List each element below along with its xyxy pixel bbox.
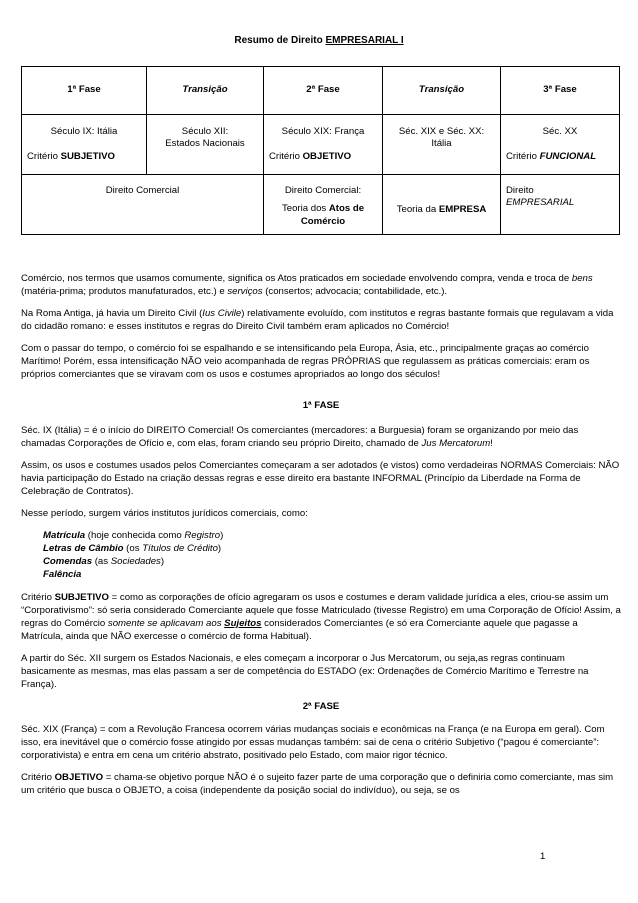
page-number: 1 [540,851,546,862]
fase1-paragraph-1: Séc. IX (Itália) = é o início do DIREITO Comercial! Os comerciantes (mercadores: a Burguesia) foram se organizando por meio das chamadas Corporações de Ofício e, com elas, foram criando seu próprio Direito, chamado de Jus Mercatorum! [21,425,579,449]
cell-text: Direito [506,185,534,196]
fase1-paragraph-5: A partir do Séc. XII surgem os Estados Nacionais, e eles começam a incorporar o Jus Mercatorum, ou seja,as regras continuam basicamente as mesmas, mas elas passam a ser de competência do ESTADO (ex: Ordenações de Comércio Marítimo e Terrestre na França). [21,653,589,690]
cell-text-bold: OBJETIVO [302,151,352,163]
cell-criterio-funcional [506,151,614,163]
cell-direito-empresarial [501,175,620,235]
fase2-paragraph-criterio-objetivo: Critério OBJETIVO = chama-se objetivo porque NÃO é o sujeito fazer parte de uma corporação que o definiria como comerciante, mas sim um critério que busca o OBJETO, a coisa (independente da posição social do indivíduo), ou seja, se os [21,772,614,796]
fase1-paragraph-3: Nesse período, surgem vários institutos jurídicos comerciais, como: [21,508,308,519]
cell-text: Século IX: Itália [50,126,118,137]
cell-criterio-objetivo [269,151,377,163]
intro-paragraph-1: Comércio, nos termos que usamos comumente, significa os Atos praticados em sociedade envolvendo compra, venda e troca de bens (matéria-prima; produtos manufaturados, etc.) e serviços (consertos; advocacia; contabilidade, etc.). [21,273,593,297]
cell-text: Direito Comercial: [284,185,362,196]
fase1-paragraph-2: Assim, os usos e costumes usados pelos Comerciantes começaram a ser adotados (e vistos) como verdadeiras NORMAS Comerciais: NÃO havia participação do Estado na criação dessas regras e esse direito era bastante INFORMAL (Princípio da Liberdade na Forma de Celebração de Contratos). [21,460,620,497]
cell-teoria-empresa [383,175,501,235]
title-underlined: EMPRESARIAL I [325,35,404,46]
header-fase-1: 1ª Fase [22,67,147,115]
cell-text-italic: EMPRESARIAL [506,197,575,209]
header-fase-2: 2ª Fase [264,67,383,115]
intro-paragraph-3: Com o passar do tempo, o comércio foi se espalhando e se intensificando pela Europa, Ásia, etc., principalmente graças ao comércio Marítimo! Porém, essa intensificação NÃO veio acompanhada de regras PRÓPRIAS que regulassem as práticas comerciais: eram os próprios comerciantes que se viravam com os usos e costumes apropriados ao longo dos séculos! [21,343,590,380]
title-prefix: Resumo de Direito [234,35,326,46]
list-item: Matrícula (hoje conhecida como Registro) [43,530,224,541]
cell-text-bold: EMPRESA [438,204,487,215]
cell-text-bold: FUNCIONAL [539,151,597,163]
italic-term: bens [571,273,593,284]
intro-paragraph-2: Na Roma Antiga, já havia um Direito Civil (Ius Civile) relativamente evoluído, com institutos e regras bastante formais que regulavam a vida do cidadão romano: e esses institutos e regras do Direito Civil também eram aplicados no Comércio! [21,308,614,332]
cell-text: Itália [431,138,452,150]
list-item: Falência [43,569,82,580]
cell-text: Século XIX: França [281,126,365,137]
cell-text: Teoria da [396,204,439,215]
header-fase-3: 3ª Fase [501,67,620,115]
list-item: Letras de Câmbio (os Títulos de Crédito) [43,543,222,554]
section-heading-fase-1: 1ª FASE [302,400,340,411]
fase1-paragraph-criterio-subjetivo: Critério SUBJETIVO = como as corporações de ofício agregaram os usos e costumes e deram validade jurídica a eles, criou-se assim um “Corporativismo”: só seria considerado Comerciante aquele que fosse Matriculado (tivesse Registro) em uma Corporação de Ofício! Assim, a regras do Comércio somente se aplicavam aos Sujeitos considerados Comerciantes (e só era Comerciante aquele que pagasse a Matrícula, ainda que NÃO exercesse o comércio de forma Habitual). [21,592,621,642]
cell-text: Critério [269,151,303,163]
header-transicao-1: Transição [147,67,264,115]
document-body [21,272,621,806]
list-item: Comendas (as Sociedades) [43,556,165,567]
cell-text: Séc. XIX e Séc. XX: [398,126,485,137]
cell-text-bold: Atos de Comércio [300,203,365,227]
cell-teoria-atos [264,175,383,235]
cell-text: Critério [27,151,61,163]
fase2-paragraph-1: Séc. XIX (França) = com a Revolução Francesa ocorrem várias mudanças sociais e econômicas na França (e na Europa em geral). Com isso, era inevitável que o comércio fosse atingido por essas mudanças também: sai de cena o critério Subjetivo (“pagou é comerciante”: corporativista) e entra em cena um critério abstrato, positivado pelo Estado, com maior rigor técnico. [21,724,605,761]
cell-text: Teoria dos [281,203,329,215]
document-title [0,35,638,46]
institutes-list [43,529,621,581]
cell-teoria-atos-text [269,203,377,228]
header-transicao-2: Transição [383,67,501,115]
table-row-theories [22,175,620,235]
cell-criterio-subjetivo [27,151,141,163]
cell-direito-comercial: Direito Comercial [22,175,264,235]
cell-fase2-period [264,115,383,175]
cell-text: Séc. XX [542,126,578,137]
cell-text-bold: SUBJETIVO [60,151,115,163]
cell-fase1-period [22,115,147,175]
phases-table [21,66,620,235]
italic-term: Ius Civile [202,308,242,319]
cell-text: Século XII: [181,126,229,137]
italic-term: serviços [227,286,263,297]
italic-term: Jus Mercatorum [421,438,491,449]
cell-text: Estados Nacionais [165,138,245,150]
section-heading-fase-2: 2ª FASE [302,701,340,712]
cell-text: Critério [506,151,540,163]
cell-transicao2-period [383,115,501,175]
cell-fase3-period [501,115,620,175]
table-header-row [22,67,620,115]
cell-transicao1-period [147,115,264,175]
table-row-periods [22,115,620,175]
